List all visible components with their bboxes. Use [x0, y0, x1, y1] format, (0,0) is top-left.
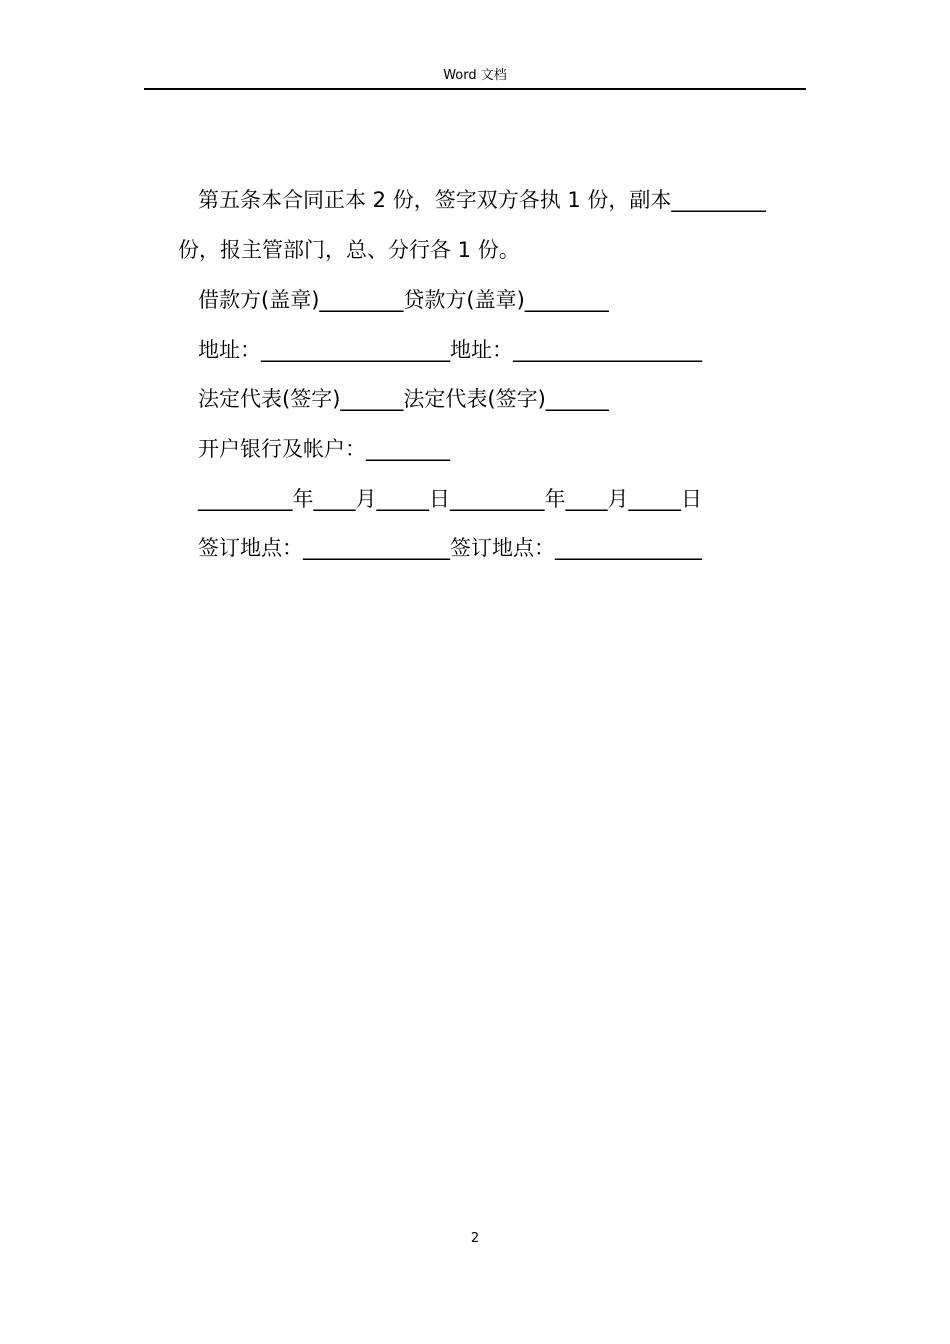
bank-account-line: 开户银行及帐户：________	[198, 437, 450, 461]
header-title: Word 文档	[443, 68, 507, 83]
page-number: 2	[470, 1231, 480, 1246]
legal-representative-line: 法定代表(签字)______法定代表(签字)______	[198, 387, 609, 411]
date-line: _________年____月_____日_________年____月_____日	[198, 487, 702, 511]
page-header	[144, 66, 806, 90]
signing-place-line: 签订地点：______________签订地点：______________	[198, 536, 702, 560]
seal-line: 借款方(盖章)________贷款方(盖章)________	[198, 288, 609, 312]
address-line: 地址：__________________地址：__________________	[198, 338, 702, 362]
contract-copies-line-2: 份，报主管部门，总、分行各 1 份。	[178, 238, 520, 262]
contract-copies-line-1: 第五条本合同正本 2 份，签字双方各执 1 份，副本_________	[198, 188, 766, 212]
